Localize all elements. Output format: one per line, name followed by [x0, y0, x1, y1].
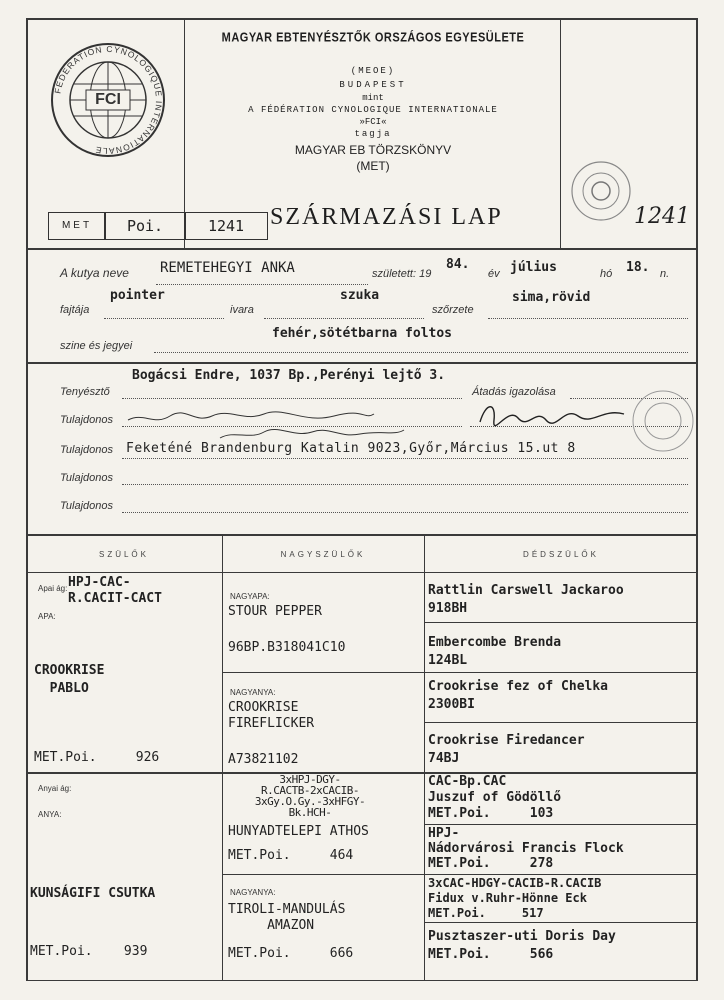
month-label: hó: [600, 268, 613, 280]
dam-prefix-label: Anyai ág:: [38, 784, 72, 793]
book-title: MAGYAR EB TÖRZSKÖNYV: [294, 143, 452, 157]
tagja-text: tagja: [354, 129, 392, 139]
breeder-label: Tenyésztő: [60, 386, 110, 398]
gp-dam-dam-label: NAGYANYA:: [230, 888, 276, 897]
gp-dam-sire-reg: MET.Poi. 464: [228, 848, 354, 863]
fci-short: »FCI«: [359, 117, 387, 127]
born-label: született: 19: [372, 268, 432, 280]
owner-label-2: Tulajdonos: [60, 444, 113, 456]
gp-dam-sire-titles: 3xHPJ-DGY- R.CACTB-2xCACIB- 3xGy.O.Gy.-3xHFGY- Bk.HCH-: [254, 773, 366, 819]
ggp-5: CAC-Bp.CAC Juszuf of Gödöllő MET.Poi. 103: [428, 774, 562, 821]
breed-code-box: [104, 212, 186, 240]
breeder-value: Bogácsi Endre, 1037 Bp.,Perényi lejtő 3.: [132, 368, 446, 383]
sex-label: ivara: [230, 304, 254, 316]
reg-number: 1241: [207, 217, 245, 235]
dog-coat: sima,rövid: [512, 290, 591, 305]
year-label: év: [488, 268, 500, 280]
ggp-3: Crookrise fez of Chelka 2300BI: [428, 679, 609, 712]
dam-name: KUNSÁGIFI CSUTKA: [30, 886, 156, 901]
sire-label: APA:: [38, 612, 56, 621]
gp-sire-dam-name: CROOKRISE FIREFLICKER: [228, 700, 315, 731]
dog-breed: pointer: [110, 288, 165, 303]
org-abbrev: (MEOE): [350, 66, 396, 76]
owner-label-1: Tulajdonos: [60, 414, 113, 426]
dog-name: REMETEHEGYI ANKA: [160, 260, 295, 276]
dam-label: ANYA:: [38, 810, 62, 819]
ggp-8: Pusztaszer-uti Doris Day MET.Poi. 566: [428, 929, 616, 962]
ggp-7: 3xCAC-HDGY-CACIB-R.CACIB Fidux v.Ruhr-Hönne Eck MET.Poi. 517: [428, 876, 602, 920]
ggp-2: Embercombe Brenda 124BL: [428, 635, 562, 668]
owner-label-3: Tulajdonos: [60, 472, 113, 484]
name-label: A kutya neve: [60, 266, 129, 280]
signature: [474, 398, 644, 430]
gp-sire-sire-label: NAGYAPA:: [230, 592, 270, 601]
ggp-4: Crookrise Firedancer 74BJ: [428, 733, 585, 766]
fci-logo: [48, 40, 168, 160]
logo-center-text: FCI: [95, 91, 121, 108]
gp-sire-sire-name: STOUR PEPPER: [228, 604, 322, 619]
mint-text: mint: [362, 93, 384, 103]
sire-name: CROOKRISE PABLO: [34, 663, 105, 696]
ggp-1: Rattlin Carswell Jackaroo 918BH: [428, 583, 624, 616]
logo-ring-text: FEDERATION CYNOLOGIQUE INTERNATIONALE: [52, 43, 165, 157]
met-label: MET: [61, 220, 93, 231]
day-label: n.: [660, 268, 670, 280]
met-box: [48, 212, 106, 240]
round-stamp: [630, 388, 696, 454]
sire-prefix-label: Apai ág:: [38, 584, 68, 593]
col-header-great: DÉDSZÜLŐK: [523, 550, 599, 559]
col-header-grandparents: NAGYSZÜLŐK: [280, 550, 366, 559]
book-abbr: (MET): [356, 159, 390, 173]
gp-sire-dam-label: NAGYANYA:: [230, 688, 276, 697]
reg-number-box: [184, 212, 268, 240]
birth-month: július: [510, 260, 557, 275]
stamp-handwritten-number: 1241: [634, 204, 690, 229]
org-city: BUDAPEST: [339, 80, 407, 90]
breed-code: Poi.: [126, 217, 164, 235]
gp-dam-dam-name: TIROLI-MANDULÁS AMAZON: [228, 902, 346, 933]
dog-sex: szuka: [340, 288, 380, 303]
transfer-label: Átadás igazolása: [472, 386, 556, 398]
birth-year: 84.: [446, 257, 470, 272]
col-header-parents: SZÜLŐK: [98, 550, 149, 559]
dog-color: fehér,sötétbarna foltos: [272, 326, 453, 341]
owner-label-4: Tulajdonos: [60, 500, 113, 512]
sire-titles: HPJ-CAC- R.CACIT-CACT: [68, 575, 162, 606]
fci-line: A FÉDÉRATION CYNOLOGIQUE INTERNATIONALE: [248, 105, 498, 115]
meoe-stamp: [570, 160, 632, 222]
document-title: SZÁRMAZÁSI LAP: [270, 204, 503, 230]
breed-label: fajtája: [60, 304, 90, 316]
birth-day: 18.: [626, 260, 650, 275]
gp-dam-sire-name: HUNYADTELEPI ATHOS: [228, 824, 369, 839]
coat-label: szőrzete: [432, 304, 474, 316]
gp-sire-sire-reg: 96BP.B318041C10: [228, 640, 346, 655]
owner-typed: Feketéné Brandenburg Katalin 9023,Győr,Március 15.ut 8: [126, 441, 576, 456]
gp-dam-dam-reg: MET.Poi. 666: [228, 946, 354, 961]
dam-reg: MET.Poi. 939: [30, 944, 148, 959]
sire-reg: MET.Poi. 926: [34, 750, 160, 765]
color-label: szine és jegyei: [60, 340, 133, 352]
owner-handwriting: [124, 404, 424, 442]
gp-sire-dam-reg: A73821102: [228, 752, 299, 767]
ggp-6: HPJ- Nádorvárosi Francis Flock MET.Poi. 278: [428, 826, 624, 871]
org-title: MAGYAR EBTENYÉSZTŐK ORSZÁGOS EGYESÜLETE: [221, 30, 525, 46]
